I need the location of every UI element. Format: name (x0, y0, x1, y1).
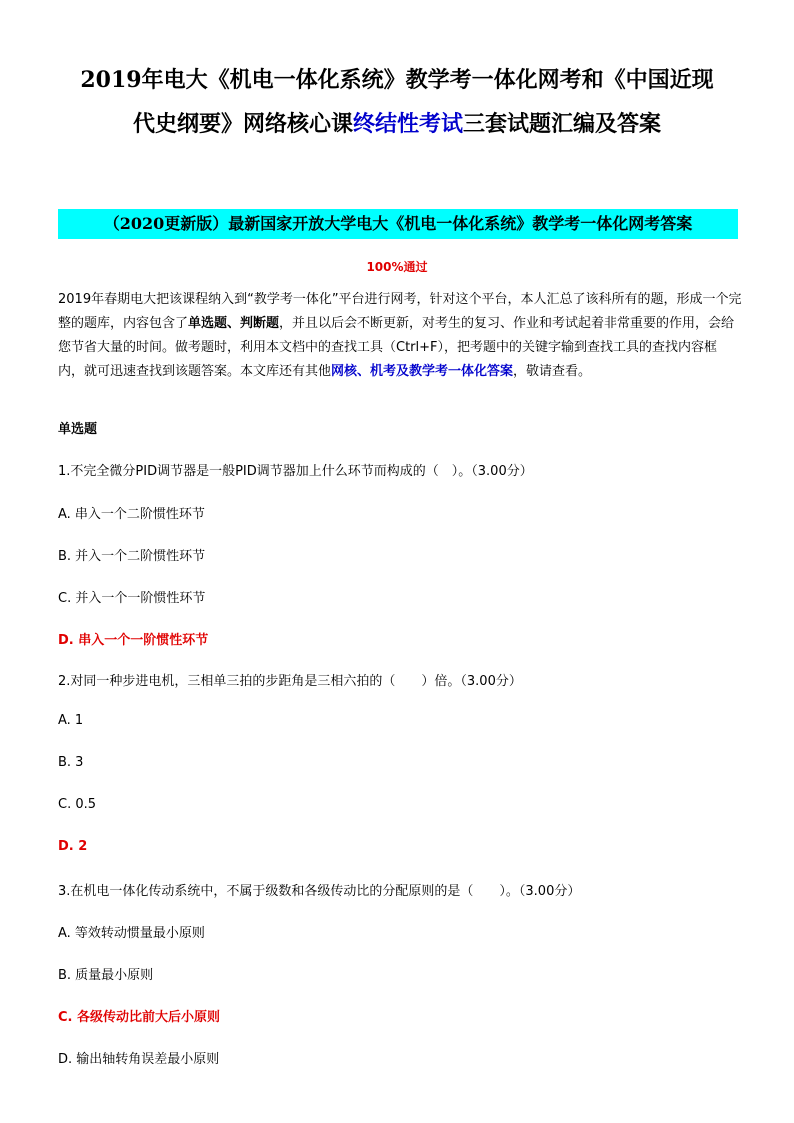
intro-text-3: ，敬请查看。 (513, 364, 592, 379)
title-line-1: 2019年电大《机电一体化系统》教学考一体化网考和《中国近现 (80, 67, 714, 93)
title-line-2-part-c: 三套试题汇编及答案 (463, 111, 662, 137)
intro-text-2: ，并且以后会不断更新，对考生的复习、作业和考试起着非常重要的作用，会给您节省大量的时间。做考题时，利用本文档中的查找工具（Ctrl+F），把考题中的关键字输到查找工具的查找内容框内，就可迅速查找到该题答案。本文库还有其他 (58, 316, 735, 379)
question-3-option-d: D. 输出轴转角误差最小原则 (58, 1052, 220, 1067)
question-3-option-a: A. 等效转动惯量最小原则 (58, 926, 205, 941)
section-heading: 单选题 (58, 422, 98, 437)
question-1-option-b: B. 并入一个二阶惯性环节 (58, 549, 206, 564)
question-2-option-c: C. 0.5 (58, 797, 97, 812)
question-1-stem: 1.不完全微分PID调节器是一般PID调节器加上什么环节而构成的（ ）。（3.00分） (58, 464, 533, 479)
question-2-option-d-answer: D. 2 (58, 839, 88, 854)
title-line-2 (40, 102, 754, 146)
question-2-stem: 2.对同一种步进电机，三相单三拍的步距角是三相六拍的（ ）倍。（3.00分） (58, 674, 522, 689)
question-3-option-b: B. 质量最小原则 (58, 968, 154, 983)
intro-link-other-answers[interactable]: 网核、机考及教学考一体化答案 (331, 364, 514, 379)
title-link-summative-exam[interactable]: 终结性考试 (352, 111, 463, 137)
document-title (40, 58, 754, 146)
question-1-option-c: C. 并入一个一阶惯性环节 (58, 591, 206, 606)
intro-bold-question-types: 单选题、判断题 (188, 316, 280, 331)
question-3-option-c-answer: C. 各级传动比前大后小原则 (58, 1010, 221, 1025)
question-1-option-d-answer: D. 串入一个一阶惯性环节 (58, 633, 209, 648)
pass-label: 100%通过 (366, 260, 428, 274)
highlight-banner: （2020更新版）最新国家开放大学电大《机电一体化系统》教学考一体化网考答案 (58, 209, 738, 239)
title-line-2-part-a: 代史纲要》网络核心课 (132, 111, 353, 137)
question-2-option-b: B. 3 (58, 755, 84, 770)
intro-text-1: 2019年春期电大把该课程纳入到“教学考一体化”平台进行网考，针对这个平台，本人汇总了该科所有的题，形成一个完整的题库，内容包含了 (58, 292, 742, 331)
intro-paragraph (58, 288, 742, 384)
question-2-option-a: A. 1 (58, 713, 84, 728)
question-1-option-a: A. 串入一个二阶惯性环节 (58, 507, 205, 522)
question-3-stem: 3.在机电一体化传动系统中，不属于级数和各级传动比的分配原则的是（ ）。（3.00分） (58, 884, 581, 899)
